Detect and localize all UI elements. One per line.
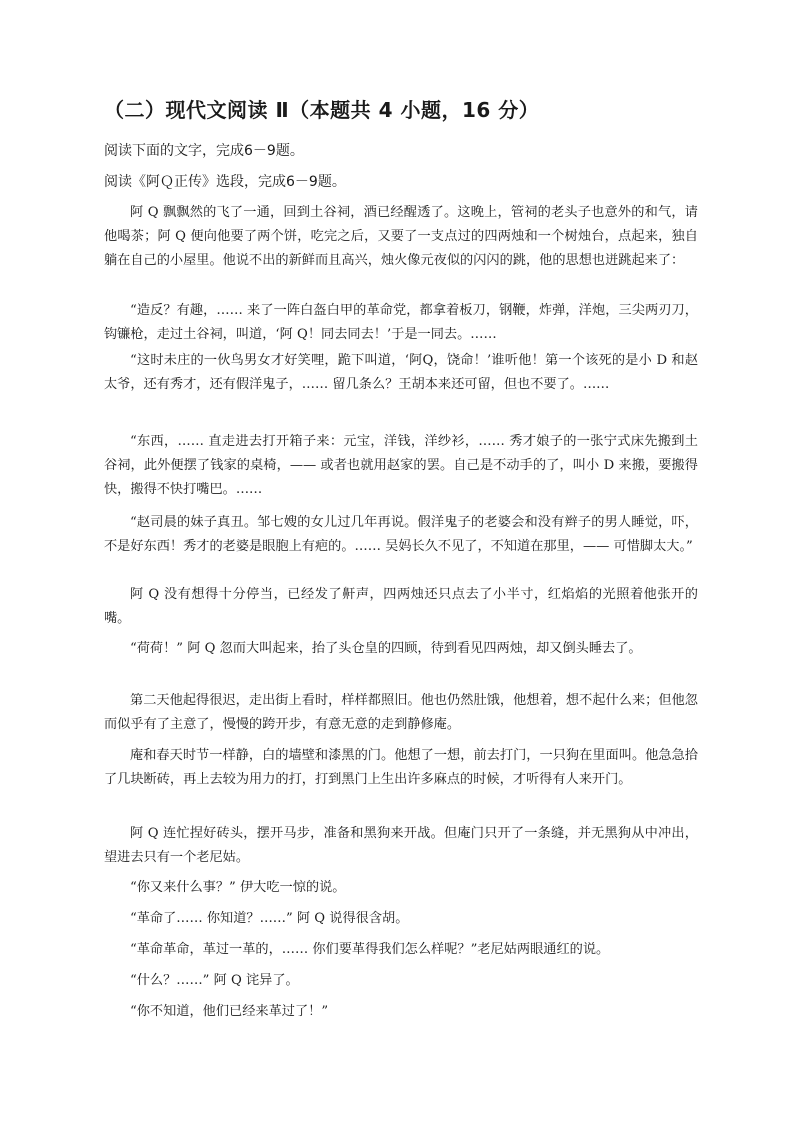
passage-paragraph: 第二天他起得很迟，走出街上看时，样样都照旧。他也仍然肚饿，他想着，想不起什么来；但他忽而似乎有了主意了，慢慢的跨开步，有意无意的走到静修庵。 (104, 693, 698, 732)
passage-paragraph: “赵司晨的妹子真丑。邹七嫂的女儿过几年再说。假洋鬼子的老婆会和没有辫子的男人睡觉，吓，不是好东西！秀才的老婆是眼胞上有疤的。…… 吴妈长久不见了，不知道在那里，—— 可惜脚太大。” (104, 515, 698, 554)
passage-paragraph: “你不知道，他们已经来革过了！” (130, 1004, 329, 1019)
passage-paragraph: “荷荷！” 阿 Q 忽而大叫起来，抬了头仓皇的四顾，待到看见四两烛，却又倒头睡去了。 (130, 641, 642, 656)
section-title: （二）现代文阅读 Ⅱ（本题共 4 小题，16 分） (104, 98, 540, 122)
passage-paragraph: 庵和春天时节一样静，白的墙壁和漆黑的门。他想了一想，前去打门，一只狗在里面叫。他急急拾了几块断砖，再上去较为用力的打，打到黑门上生出许多麻点的时候，才听得有人来开门。 (104, 748, 698, 787)
passage-paragraph: “造反？有趣，…… 来了一阵白盔白甲的革命党，都拿着板刀，钢鞭，炸弹，洋炮，三尖两刃刀，钩镰枪，走过土谷祠，叫道，‘阿 Q！同去同去！’于是一同去。…… (104, 303, 698, 342)
passage-paragraph: “东西，…… 直走进去打开箱子来：元宝，洋钱，洋纱衫，…… 秀才娘子的一张宁式床先搬到土谷祠，此外便摆了钱家的桌椅，—— 或者也就用赵家的罢。自己是不动手的了，叫小 D 来搬，要搬得快，搬得不快打嘴巴。…… (104, 434, 698, 497)
passage-paragraph: “这时未庄的一伙鸟男女才好笑哩，跪下叫道，‘阿Q，饶命！’谁听他！第一个该死的是小 D 和赵太爷，还有秀才，还有假洋鬼子，…… 留几条么？王胡本来还可留，但也不要了。…… (104, 353, 698, 392)
passage-paragraph: “革命了…… 你知道？……” 阿 Q 说得很含胡。 (130, 911, 409, 926)
passage-paragraph: 阿 Q 没有想得十分停当，已经发了鼾声，四两烛还只点去了小半寸，红焰焰的光照着他张开的嘴。 (104, 587, 698, 626)
passage-paragraph: “革命革命，革过一革的，…… 你们要革得我们怎么样呢？”老尼姑两眼通红的说。 (130, 942, 610, 957)
instruction-line: 阅读《阿Ｑ正传》选段，完成6－9题。 (104, 174, 346, 190)
instruction-line: 阅读下面的文字，完成6－9题。 (104, 143, 304, 159)
passage-paragraph: 阿 Q 飘飘然的飞了一通，回到土谷祠，酒已经醒透了。这晚上，管祠的老头子也意外的和气，请他喝茶；阿 Q 便向他要了两个饼，吃完之后，又要了一支点过的四两烛和一个树烛台，点起来，独自躺在自己的小屋里。他说不出的新鲜而且高兴，烛火像元夜似的闪闪的跳，他的思想也迸跳起来了： (104, 205, 698, 268)
passage-paragraph: 阿 Q 连忙捏好砖头，摆开马步，准备和黑狗来开战。但庵门只开了一条缝，并无黑狗从中冲出，望进去只有一个老尼姑。 (104, 826, 698, 865)
passage-paragraph: “你又来什么事？” 伊大吃一惊的说。 (130, 880, 346, 895)
passage-paragraph: “什么？……” 阿 Q 诧异了。 (130, 973, 299, 988)
